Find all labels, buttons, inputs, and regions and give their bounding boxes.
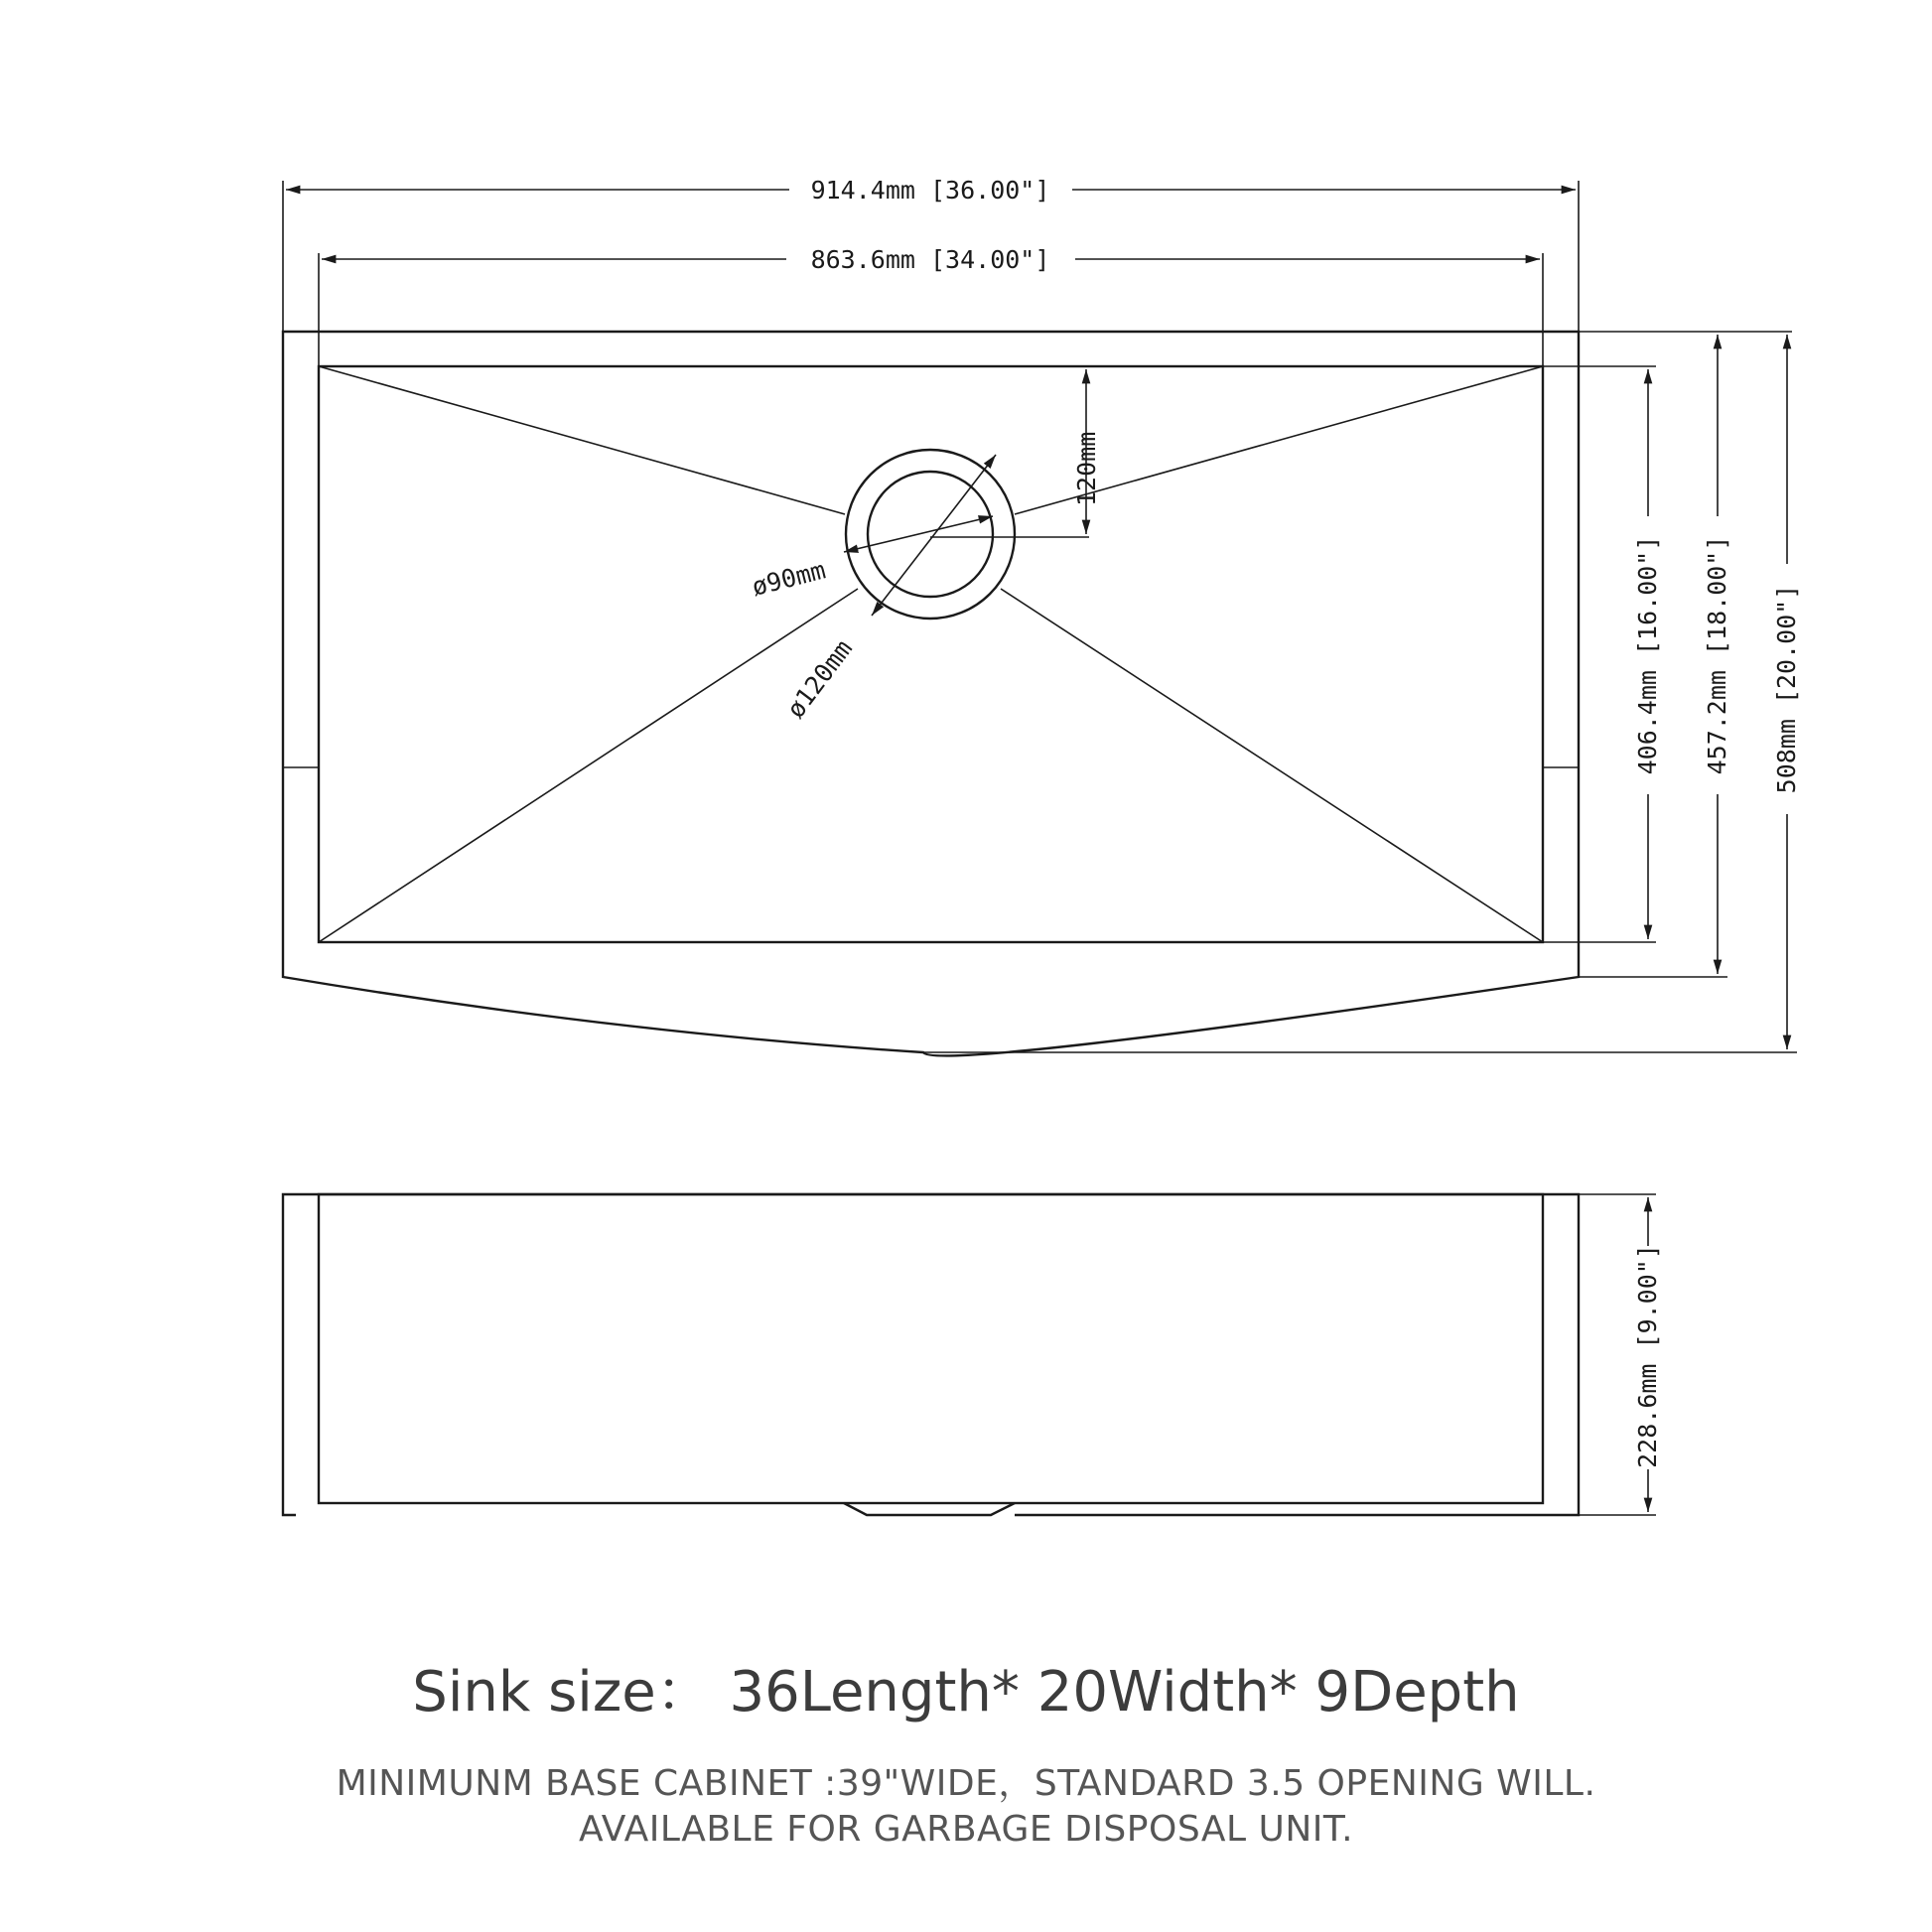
length-dimensions [283, 176, 1579, 366]
front-outer-outline [283, 1194, 1579, 1515]
slope-line [1001, 589, 1543, 942]
sink-bowl-outline [319, 366, 1543, 942]
front-bowl-outline [319, 1194, 1543, 1503]
overall-width-label: 508mm [20.00"] [1772, 584, 1801, 794]
bowl-width-label: 406.4mm [16.00"] [1633, 535, 1662, 775]
slope-line [319, 589, 858, 942]
sink-size-title: Sink size： 36Length* 20Width* 9Depth [412, 1660, 1520, 1725]
top-view [283, 332, 1579, 1055]
slope-line [319, 366, 845, 514]
drain-inner-circle [868, 472, 993, 597]
drain-inner-diameter-label: ø90mm [749, 555, 829, 602]
width-dimensions [923, 332, 1801, 1052]
inner-length-label: 863.6mm [34.00"] [810, 245, 1050, 274]
drain-outer-diameter-label: ø120mm [780, 634, 859, 724]
drain-offset-label: 120mm [1072, 431, 1101, 506]
sink-outer-outline [283, 332, 1579, 1055]
front-view [283, 1194, 1662, 1515]
cabinet-note-line2: AVAILABLE FOR GARBAGE DISPOSAL UNIT. [578, 1809, 1354, 1850]
inner-width-label: 457.2mm [18.00"] [1703, 535, 1731, 775]
depth-label: 228.6mm [9.00"] [1633, 1244, 1662, 1468]
cabinet-note-line1: MINIMUNM BASE CABINET :39"WIDE，STANDARD 3.5 OPENING WILL. [336, 1763, 1596, 1804]
drain-outer-circle [846, 450, 1015, 619]
drain-flange [844, 1503, 1015, 1515]
overall-length-label: 914.4mm [36.00"] [810, 176, 1050, 205]
